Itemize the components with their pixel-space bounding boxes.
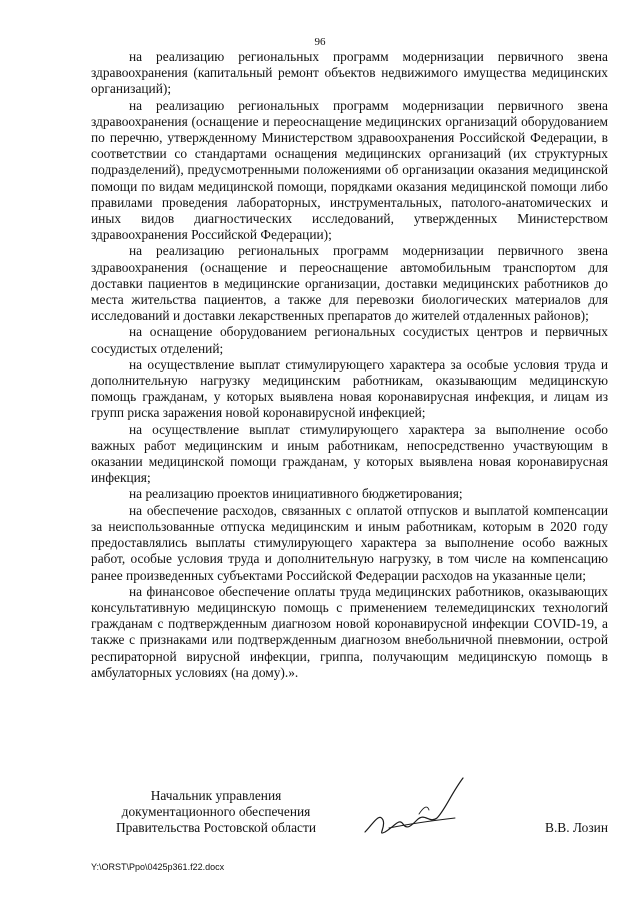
handwritten-signature [359,774,469,844]
signatory-title [91,788,341,837]
signatory-title-line: Начальник управления [150,788,282,803]
paragraph: на финансовое обеспечение оплаты труда медицинских работников, оказывающих консультативную медицинскую помощь с применением телемедицинских технологий гражданам с подтвержденным диагнозом новой коронавирусной инфекции COVID-19, а также с признаками или подтвержденным диагнозом внебольничной пневмонии, острой респираторной вирусной инфекции, гриппа, получающим медицинскую помощь в амбулаторных условиях (на дому).». [91,583,608,680]
paragraph: на оснащение оборудованием региональных сосудистых центров и первичных сосудистых отделений; [91,324,608,356]
signature-block [91,788,608,848]
paragraph: на реализацию региональных программ модернизации первичного звена здравоохранения (оснащение и переоснащение медицинских организаций оборудованием по перечню, утвержденному Министерством здравоохранения Российской Федерации, в соответствии со стандартами оснащения медицинских организаций (их структурных подразделений), предусмотренными положениями об организации оказания медицинской помощи по видам медицинской помощи, порядками оказания медицинской помощи либо правилами проведения лабораторных, инструментальных, патолого-анатомических и иных видов диагностических исследований, утвержденных Министерством здравоохранения Российской Федерации); [91,97,608,243]
paragraph: на осуществление выплат стимулирующего характера за выполнение особо важных работ медицинским и иным работникам, непосредственно участвующим в оказании медицинской помощи гражданам, у которых выявлена новая коронавирусная инфекция; [91,421,608,486]
page-number: 96 [314,36,326,48]
signatory-title-line: Правительства Ростовской области [115,820,317,836]
file-path: Y:\ORST\Ppo\0425p361.f22.docx [91,862,225,872]
paragraph: на реализацию региональных программ модернизации первичного звена здравоохранения (оснащение и переоснащение автомобильным транспортом для доставки пациентов в медицинские организации, доставки медицинских работников до места жительства пациентов, а также для перевозки биологических материалов для исследований и доставки лекарственных препаратов до жителей отдаленных районов); [91,243,608,324]
paragraph: на обеспечение расходов, связанных с оплатой отпусков и выплатой компенсации за неиспользованные отпуска медицинским и иным работникам, которым в 2020 году предоставлялись выплаты стимулирующего характера за выполнение особо важных работ, особые условия труда и дополнительную нагрузку, в том числе на компенсацию ранее произведенных субъектами Российской Федерации расходов на указанные цели; [91,502,608,583]
signatory-name: В.В. Лозин [545,820,608,835]
signatory-title-line: документационного обеспечения [121,804,311,820]
paragraph: на реализацию региональных программ модернизации первичного звена здравоохранения (капитальный ремонт объектов недвижимого имущества медицинских организаций); [91,49,608,97]
paragraph: на осуществление выплат стимулирующего характера за особые условия труда и дополнительную нагрузку медицинским работникам, оказывающим медицинскую помощь гражданам, у которых выявлена новая коронавирусная инфекция, и лицам из групп риска заражения новой коронавирусной инфекцией; [91,356,608,421]
paragraph: на реализацию проектов инициативного бюджетирования; [129,486,463,502]
body-text [91,49,608,681]
